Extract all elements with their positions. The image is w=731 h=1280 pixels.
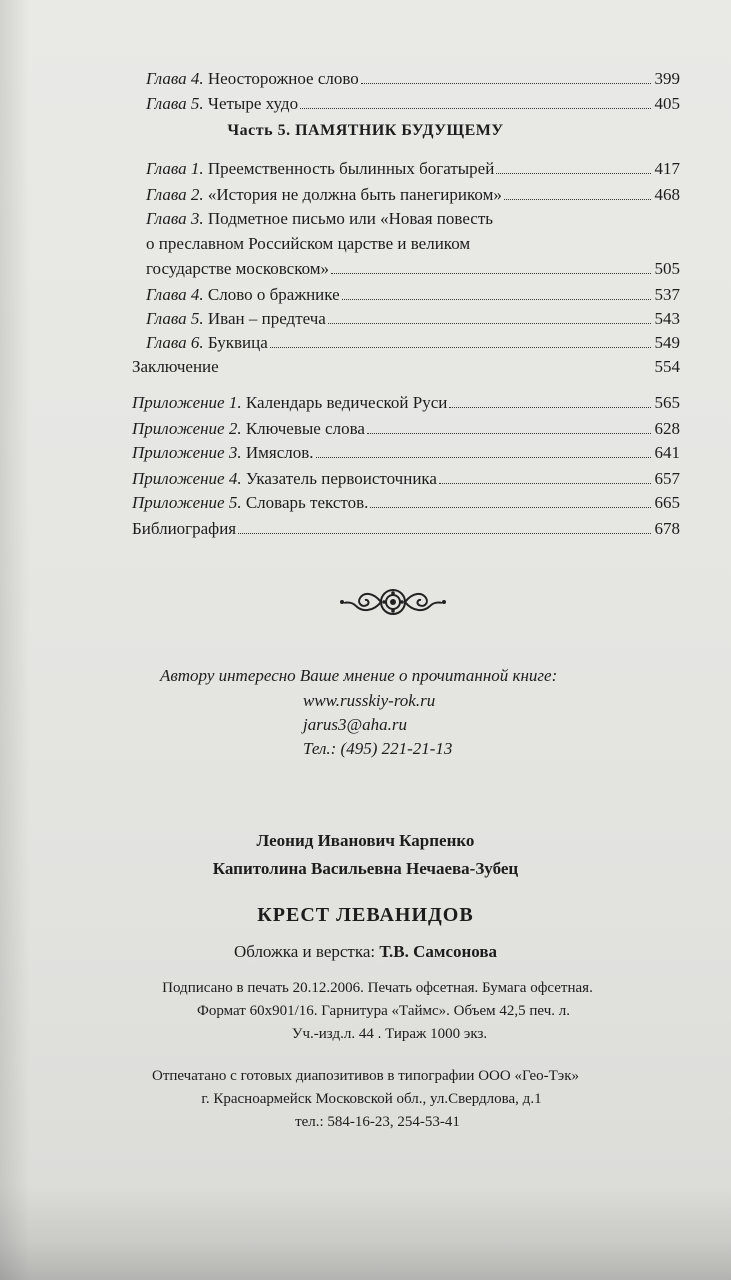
toc-entry-title: Библиография <box>132 519 237 538</box>
toc-entry-label <box>146 184 502 206</box>
toc-leader <box>238 532 651 534</box>
toc-entry-label <box>146 308 326 330</box>
toc-page-number: 554 <box>654 357 680 376</box>
toc-entry-prefix: Приложение 1. <box>132 393 242 412</box>
printer-line: тел.: 584-16-23, 254-53-41 <box>295 1114 460 1130</box>
author-name: Капитолина Васильевна Нечаева-Зубец <box>212 859 519 878</box>
toc-entry-title: «История не должна быть панегириком» <box>207 185 502 204</box>
toc-entry-label <box>132 392 447 414</box>
toc-entry <box>146 308 680 330</box>
toc-leader <box>331 272 651 274</box>
toc-entry <box>132 418 680 440</box>
toc-entry-title: Имяслов. <box>245 443 314 462</box>
toc-page-number: 628 <box>654 419 680 438</box>
toc-entry-label <box>146 93 298 115</box>
toc-entry-prefix: Глава 1. <box>146 159 204 178</box>
design-credit <box>0 942 731 962</box>
author-name: Леонид Иванович Карпенко <box>256 831 475 850</box>
toc-leader <box>316 456 651 458</box>
toc-entry <box>146 158 680 180</box>
imprint-line: Формат 60х901/16. Гарнитура «Таймс». Объем 42,5 печ. л. <box>197 1003 570 1019</box>
toc-page-number: 543 <box>654 309 680 328</box>
toc-leader <box>496 172 651 174</box>
book-title: КРЕСТ ЛЕВАНИДОВ <box>257 904 474 926</box>
toc-entry <box>146 68 680 90</box>
toc-entry-title: Слово о бражнике <box>207 285 340 304</box>
toc-entry-label <box>146 158 494 180</box>
contact-intro: Автору интересно Ваше мнение о прочитанной книге: <box>160 666 558 685</box>
toc-entry <box>146 258 680 280</box>
toc-entry-label <box>146 332 268 354</box>
toc-entry-label <box>146 284 340 306</box>
design-credit-label: Обложка и верстка: <box>233 942 376 961</box>
toc-entry-title: Словарь текстов. <box>245 493 369 512</box>
page-bottom-shade <box>0 1185 731 1280</box>
toc-entry-label <box>132 418 365 440</box>
toc-entry-label <box>146 68 359 90</box>
toc-entry-prefix: Глава 5. <box>146 94 204 113</box>
toc-entry <box>132 392 680 414</box>
toc-entry <box>146 332 680 354</box>
toc-leader <box>504 198 651 200</box>
toc-entry-prefix: Приложение 3. <box>132 443 242 462</box>
toc-leader <box>300 107 651 109</box>
toc-leader <box>361 82 651 84</box>
toc-entry-title: Иван – предтеча <box>207 309 326 328</box>
toc-page-number: 399 <box>654 69 680 88</box>
toc-page-number: 641 <box>654 443 680 462</box>
toc-leader <box>449 406 651 408</box>
toc-entry-prefix: Глава 5. <box>146 309 204 328</box>
toc-entry-prefix: Приложение 5. <box>132 493 242 512</box>
toc-entry-first-line <box>146 208 493 230</box>
toc-entry-title: Ключевые слова <box>245 419 365 438</box>
contact-email: jarus3@aha.ru <box>303 715 407 734</box>
toc-entry-title: Календарь ведической Руси <box>245 393 448 412</box>
toc-entry <box>146 284 680 306</box>
toc-entry-prefix: Глава 3. <box>146 209 204 228</box>
toc-entry-title: Четыре худо <box>207 94 299 113</box>
part-heading: Часть 5. ПАМЯТНИК БУДУЩЕМУ <box>227 122 504 139</box>
toc-page-number: 657 <box>654 469 680 488</box>
toc-entry-continuation: государстве московском» <box>146 259 330 278</box>
toc-entry-title: Буквица <box>207 333 268 352</box>
printer-line: г. Красноармейск Московской обл., ул.Свердлова, д.1 <box>201 1091 542 1107</box>
toc-page-number: 537 <box>654 285 680 304</box>
toc-entry <box>132 492 680 514</box>
toc-entry-title: Преемственность былинных богатырей <box>207 159 495 178</box>
toc-entry <box>146 184 680 206</box>
toc-page-number: 505 <box>654 259 680 278</box>
toc-entry-prefix: Приложение 2. <box>132 419 242 438</box>
toc-entry-prefix: Глава 2. <box>146 185 204 204</box>
printer-line: Отпечатано с готовых диапозитивов в типографии ООО «Гео-Тэк» <box>151 1068 580 1084</box>
toc-entry <box>132 442 680 464</box>
imprint-line: Подписано в печать 20.12.2006. Печать офсетная. Бумага офсетная. <box>162 980 593 996</box>
toc-entry-title: Заключение <box>132 357 219 376</box>
toc-entry-prefix: Глава 4. <box>146 69 204 88</box>
ornament-icon <box>338 584 448 620</box>
toc-entry-label <box>132 442 314 464</box>
toc-leader <box>342 298 651 300</box>
toc-leader <box>270 346 651 348</box>
design-credit-name: Т.В. Самсонова <box>379 942 498 961</box>
toc-page-number: 417 <box>654 159 680 178</box>
toc-leader <box>439 482 651 484</box>
toc-page-number: 468 <box>654 185 680 204</box>
toc-entry-prefix: Глава 4. <box>146 285 204 304</box>
toc-entry-label <box>132 468 437 490</box>
toc-entry-prefix: Глава 6. <box>146 333 204 352</box>
toc-leader <box>370 506 651 508</box>
toc-entry-title: Указатель первоисточника <box>245 469 437 488</box>
imprint-line: Уч.-изд.л. 44 . Тираж 1000 экз. <box>291 1026 488 1042</box>
toc-leader <box>367 432 651 434</box>
toc-entry-title: Неосторожное слово <box>207 69 359 88</box>
toc-entry <box>132 468 680 490</box>
toc-entry-label <box>132 492 368 514</box>
contact-phone: Тел.: (495) 221-21-13 <box>303 739 453 758</box>
toc-page-number: 678 <box>654 519 680 538</box>
page-shadow <box>0 0 30 1280</box>
toc-entry-prefix: Приложение 4. <box>132 469 242 488</box>
toc-page-number: 565 <box>654 393 680 412</box>
contact-website: www.russkiy-rok.ru <box>303 691 436 710</box>
toc-entry-title: Подметное письмо или «Новая повесть <box>207 209 494 228</box>
toc-page-number: 665 <box>654 493 680 512</box>
toc-entry <box>146 93 680 115</box>
toc-entry <box>132 518 680 540</box>
toc-page-number: 549 <box>654 333 680 352</box>
toc-entry <box>132 356 680 378</box>
toc-entry-continuation: о преславном Российском царстве и великом <box>146 234 471 253</box>
toc-leader <box>328 322 651 324</box>
toc-page-number: 405 <box>654 94 680 113</box>
